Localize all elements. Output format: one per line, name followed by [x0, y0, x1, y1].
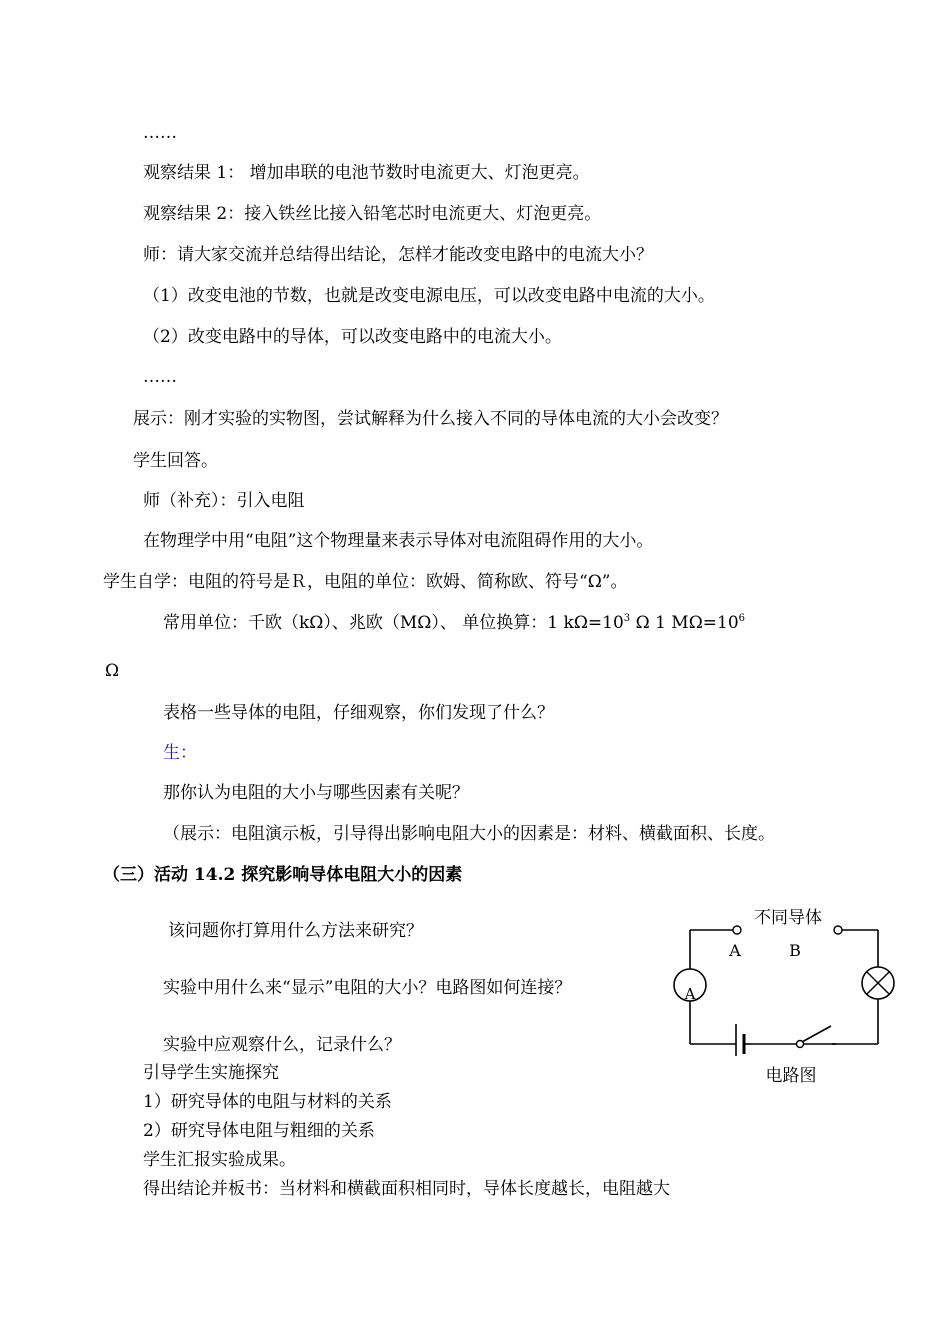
- conclusion-2: （2）改变电路中的导体，可以改变电路中的电流大小。: [143, 327, 562, 347]
- ellipsis-2: ……: [143, 367, 177, 387]
- conclusion-1: （1）改变电池的节数，也就是改变电源电压，可以改变电路中电流的大小。: [143, 286, 715, 306]
- resistance-definition: 在物理学中用“电阻”这个物理量来表示导体对电流阻碍作用的大小。: [143, 531, 654, 551]
- board-conclusion: 得出结论并板书：当材料和横截面积相同时，导体长度越长，电阻越大: [143, 1179, 670, 1199]
- teacher-question: 师：请大家交流并总结得出结论，怎样才能改变电路中的电流大小？: [143, 245, 653, 265]
- method-question: 该问题你打算用什么方法来研究？: [168, 921, 423, 941]
- ammeter-label: A: [684, 985, 696, 1003]
- circuit-caption: 电路图: [765, 1066, 817, 1086]
- terminal-a: [733, 926, 741, 934]
- omega-wrap: Ω: [105, 661, 120, 681]
- observation-1: 观察结果 1： 增加串联的电池节数时电流更大、灯泡更亮。: [143, 163, 590, 183]
- section-heading: （三）活动 14.2 探究影响导体电阻大小的因素: [103, 865, 463, 885]
- display-question: 实验中用什么来“显示”电阻的大小？电路图如何连接？: [163, 978, 572, 998]
- units-text-a: 常用单位：千欧（kΩ）、兆欧（MΩ）、 单位换算：1 kΩ=10: [163, 613, 624, 633]
- student-label: 生：: [163, 743, 197, 763]
- student-report: 学生汇报实验成果。: [143, 1150, 296, 1170]
- ellipsis-1: ……: [143, 123, 177, 143]
- show-question: 展示：刚才实验的实物图，尝试解释为什么接入不同的导体电流的大小会改变？: [133, 409, 728, 429]
- study-thickness: 2）研究导体电阻与粗细的关系: [143, 1121, 375, 1141]
- table-question: 表格一些导体的电阻，仔细观察，你们发现了什么？: [163, 703, 554, 723]
- guide-students: 引导学生实施探究: [143, 1063, 279, 1083]
- units-text-b: Ω 1 MΩ=10: [630, 613, 739, 633]
- exponent-6: 6: [738, 613, 746, 624]
- observation-2: 观察结果 2：接入铁丝比接入铅笔芯时电流更大、灯泡更亮。: [143, 204, 602, 224]
- units-line: [163, 612, 745, 634]
- terminal-b: [834, 926, 842, 934]
- circuit-diagram: [660, 900, 930, 1100]
- teacher-supplement: 师（补充）：引入电阻: [143, 491, 305, 511]
- study-material: 1）研究导体的电阻与材料的关系: [143, 1092, 392, 1112]
- student-answer: 学生回答。: [133, 451, 218, 471]
- demo-board: （展示：电阻演示板，引导得出影响电阻大小的因素是：材料、横截面积、长度。: [163, 824, 775, 844]
- switch-blade: [802, 1026, 831, 1042]
- factor-question: 那你认为电阻的大小与哪些因素有关呢？: [163, 783, 469, 803]
- point-a-label: A: [729, 941, 741, 960]
- conductor-label: 不同导体: [754, 908, 822, 928]
- exponent-3: 3: [623, 613, 631, 624]
- observe-question: 实验中应观察什么，记录什么？: [163, 1035, 401, 1055]
- point-b-label: B: [789, 941, 801, 960]
- self-study: 学生自学：电阻的符号是Ｒ，电阻的单位：欧姆、简称欧、符号“Ω”。: [103, 572, 628, 592]
